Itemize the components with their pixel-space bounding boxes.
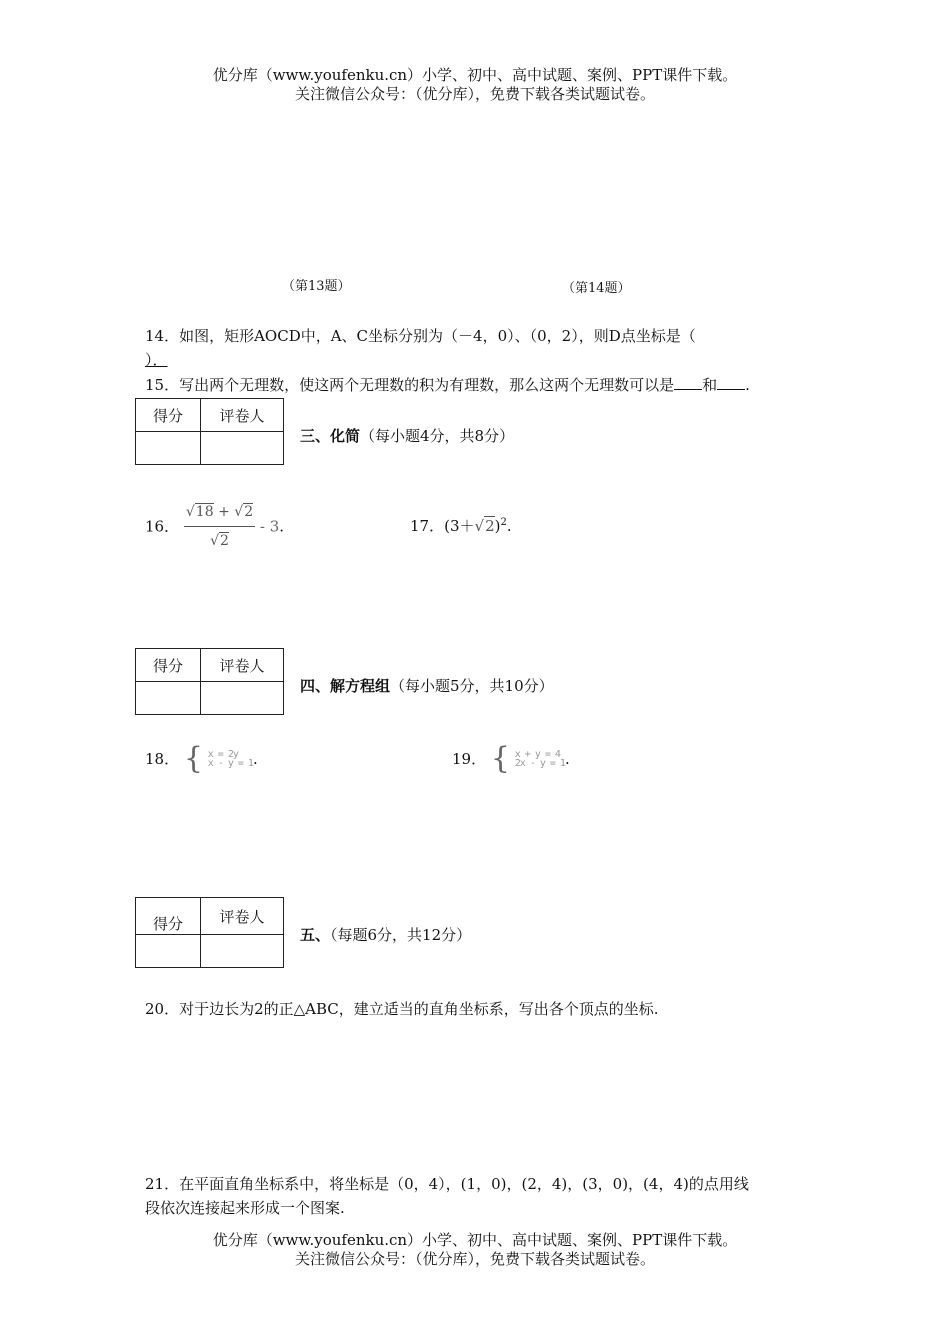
score-label: 得分 bbox=[136, 898, 201, 935]
q18-system bbox=[208, 750, 253, 768]
q19-end: . bbox=[564, 750, 570, 768]
section-4-heading bbox=[300, 675, 554, 696]
header-line-2: 关注微信公众号：（优分库），免费下载各类试题试卷。 bbox=[294, 85, 655, 103]
q16-plus: + bbox=[218, 504, 230, 520]
section-3-note: （每小题4分，共8分） bbox=[360, 427, 515, 445]
q16-radicand-b: 2 bbox=[244, 504, 254, 520]
brace-icon: { bbox=[490, 741, 510, 776]
q16-tail: - 3 bbox=[259, 517, 280, 536]
q14-line-1: 14．如图，矩形AOCD中，A、C坐标分别为（－4，0）、（0，2），则D点坐标是（ bbox=[145, 327, 696, 345]
q17-exponent: 2 bbox=[500, 517, 507, 528]
question-15 bbox=[145, 373, 750, 397]
q15-blank-1 bbox=[674, 375, 702, 390]
question-19 bbox=[452, 741, 570, 776]
caption-fig14: （第14题） bbox=[562, 281, 631, 296]
page-footer bbox=[0, 1231, 950, 1269]
q17-number: 17． bbox=[410, 517, 445, 535]
q17-radicand: 2 bbox=[485, 517, 495, 535]
q16-end: . bbox=[279, 517, 285, 536]
q15-text: 15．写出两个无理数，使这两个无理数的积为有理数，那么这两个无理数可以是 bbox=[145, 376, 675, 394]
q19-number: 19． bbox=[452, 750, 487, 768]
q15-and: 和 bbox=[702, 376, 718, 394]
brace-icon: { bbox=[183, 741, 203, 776]
q18-eq1: x = 2y bbox=[207, 749, 238, 760]
q16-fraction: $\frac{√18 + √2}{√2}$ bbox=[184, 500, 255, 553]
header-line-1: 优分库（www.youfenku.cn）小学、初中、高中试题、案例、PPT课件下载。 bbox=[212, 66, 738, 84]
section-5-heading bbox=[300, 924, 471, 945]
score-cell bbox=[136, 935, 201, 968]
q17-end: . bbox=[506, 517, 512, 535]
q18-number: 18． bbox=[145, 750, 180, 768]
caption-fig13: （第13题） bbox=[282, 279, 351, 294]
question-18 bbox=[145, 741, 258, 776]
footer-line-2: 关注微信公众号：（优分库），免费下载各类试题试卷。 bbox=[294, 1250, 655, 1268]
q19-eq1: x + y = 4 bbox=[514, 749, 560, 760]
score-cell bbox=[136, 432, 201, 465]
grader-label: 评卷人 bbox=[201, 898, 284, 935]
score-label: 得分 bbox=[136, 399, 201, 432]
q15-blank-2 bbox=[717, 375, 745, 390]
grader-cell bbox=[201, 682, 284, 715]
score-table-section4 bbox=[135, 648, 284, 715]
q18-eq2: x - y = 1 bbox=[207, 758, 253, 769]
q16-number: 16． bbox=[145, 517, 180, 536]
grader-cell bbox=[201, 935, 284, 968]
section-3-heading bbox=[300, 425, 514, 446]
q16-denominator: 2 bbox=[219, 533, 229, 549]
grader-cell bbox=[201, 432, 284, 465]
score-table-section5 bbox=[135, 897, 284, 968]
grader-label: 评卷人 bbox=[201, 399, 284, 432]
q17-close: ) bbox=[494, 517, 501, 535]
q21-line-1: 21．在平面直角坐标系中，将坐标是（0，4），(1，0)，(2，4)，(3，0)，(4，4)的点用线 bbox=[145, 1175, 749, 1193]
question-21 bbox=[145, 1172, 749, 1220]
q14-line-2: ）． bbox=[145, 351, 168, 369]
section-3-title: 三、化简 bbox=[300, 427, 361, 445]
score-table-section3 bbox=[135, 398, 284, 465]
q17-open: (3＋ bbox=[444, 517, 475, 535]
question-20: 20．对于边长为2的正△ABC，建立适当的直角坐标系，写出各个顶点的坐标. bbox=[145, 1000, 659, 1018]
question-17: 17．$(3+√2)^2$. bbox=[410, 517, 512, 535]
footer-line-1: 优分库（www.youfenku.cn）小学、初中、高中试题、案例、PPT课件下载。 bbox=[212, 1231, 738, 1249]
score-label: 得分 bbox=[136, 649, 201, 682]
section-4-title: 四、解方程组 bbox=[300, 677, 391, 695]
page-header bbox=[0, 66, 950, 104]
q18-end: . bbox=[252, 750, 258, 768]
section-5-note: （每题6分，共12分） bbox=[330, 926, 472, 944]
q15-end: . bbox=[745, 376, 750, 394]
score-cell bbox=[136, 682, 201, 715]
section-4-note: （每小题5分，共10分） bbox=[390, 677, 554, 695]
q19-eq2: 2x - y = 1 bbox=[514, 758, 565, 769]
question-16 bbox=[145, 500, 284, 553]
section-5-title: 五、 bbox=[300, 926, 331, 944]
q19-system bbox=[515, 750, 565, 768]
q21-line-2: 段依次连接起来形成一个图案. bbox=[145, 1199, 345, 1217]
q16-radicand-a: 18 bbox=[195, 504, 214, 520]
question-14 bbox=[145, 324, 696, 372]
grader-label: 评卷人 bbox=[201, 649, 284, 682]
